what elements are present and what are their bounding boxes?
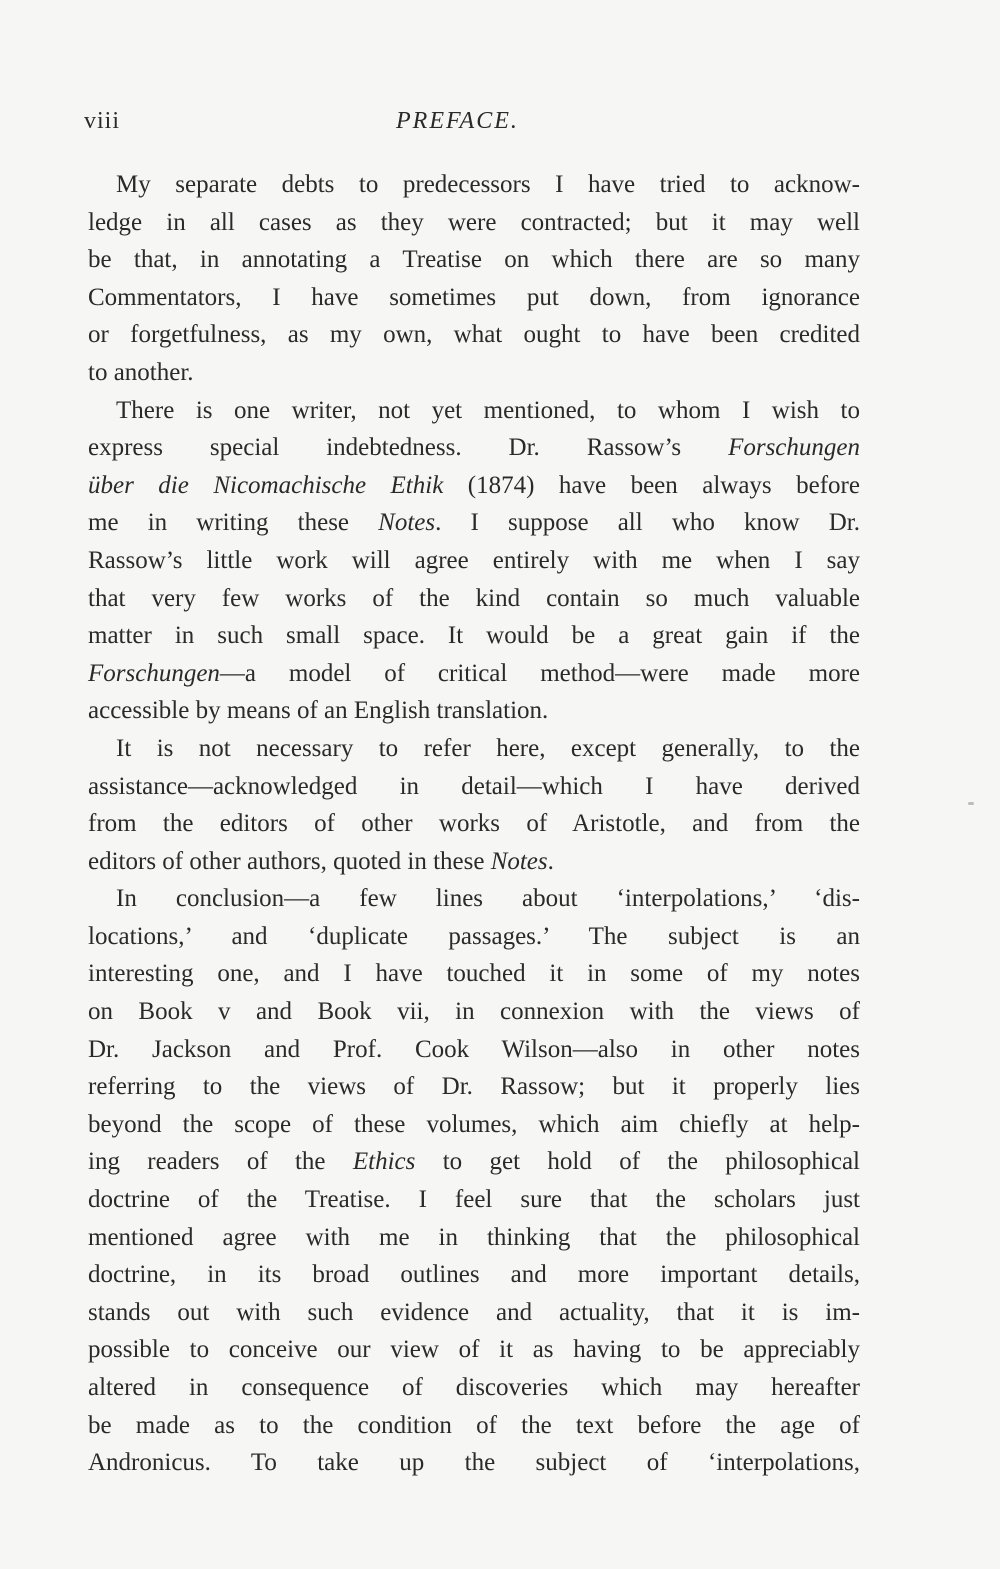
text-line: ledge in all cases as they were contracted; but it may well — [88, 208, 860, 236]
text-line: ing readers of the Ethics to get hold of the philosophical — [88, 1148, 860, 1176]
text-line: to another. — [88, 358, 194, 386]
text-line: on Book v and Book vii, in connexion with the views of — [88, 998, 860, 1026]
paragraph-4 — [88, 880, 860, 1482]
text-line: In conclusion—a few lines about ‘interpolations,’ ‘dis- — [116, 885, 860, 913]
paragraph-1 — [88, 166, 860, 392]
text-line: über die Nicomachische Ethik (1874) have been always before — [88, 471, 860, 499]
text-line: Forschungen—a model of critical method—were made more — [88, 659, 860, 687]
text-line: beyond the scope of these volumes, which aim chiefly at help- — [88, 1110, 860, 1138]
text-line: doctrine of the Treatise. I feel sure that the scholars just — [88, 1186, 860, 1214]
page-number: viii — [84, 108, 121, 134]
text-line: accessible by means of an English translation. — [88, 697, 549, 725]
text-line: be made as to the condition of the text before the age of — [88, 1411, 860, 1439]
text-line: possible to conceive our view of it as having to be appreciably — [88, 1336, 860, 1364]
text-line: editors of other authors, quoted in these Notes. — [88, 847, 554, 875]
text-line: altered in consequence of discoveries which may hereafter — [88, 1374, 860, 1401]
text-line: My separate debts to predecessors I have tried to acknow- — [116, 171, 860, 198]
text-line: There is one writer, not yet mentioned, to whom I wish to — [116, 396, 860, 424]
text-line: interesting one, and I have touched it in some of my notes — [88, 960, 860, 988]
text-line: Andronicus. To take up the subject of ‘interpolations, — [88, 1449, 860, 1477]
text-line: It is not necessary to refer here, except generally, to the — [116, 734, 860, 762]
text-line: Commentators, I have sometimes put down, from ignorance — [88, 283, 860, 311]
text-line: be that, in annotating a Treatise on which there are so many — [88, 246, 860, 274]
text-line: referring to the views of Dr. Rassow; but it properly lies — [88, 1073, 860, 1101]
paragraph-3 — [88, 730, 860, 880]
text-line: Dr. Jackson and Prof. Cook Wilson—also in other notes — [88, 1035, 860, 1063]
running-title: PREFACE. — [396, 108, 519, 134]
body-text — [88, 166, 860, 1482]
text-line: doctrine, in its broad outlines and more important details, — [88, 1261, 860, 1289]
text-line: or forgetfulness, as my own, what ought to have been credited — [88, 321, 860, 349]
text-line: stands out with such evidence and actuality, that it is im- — [88, 1298, 860, 1326]
text-line: assistance—acknowledged in detail—which I have derived — [88, 772, 860, 800]
text-line: from the editors of other works of Aristotle, and from the — [88, 810, 860, 838]
text-line: that very few works of the kind contain so much valuable — [88, 584, 860, 612]
text-line: me in writing these Notes. I suppose all who know Dr. — [88, 509, 860, 537]
page-header — [84, 108, 864, 148]
text-line: mentioned agree with me in thinking that the philosophical — [88, 1223, 860, 1251]
paragraph-2 — [88, 392, 860, 730]
text-line: matter in such small space. It would be a great gain if the — [88, 622, 860, 650]
paper-speck — [968, 802, 974, 805]
text-line: locations,’ and ‘duplicate passages.’ The subject is an — [88, 922, 860, 950]
text-line: express special indebtedness. Dr. Rassow’s Forschungen — [88, 434, 860, 462]
text-line: Rassow’s little work will agree entirely with me when I say — [88, 546, 860, 574]
